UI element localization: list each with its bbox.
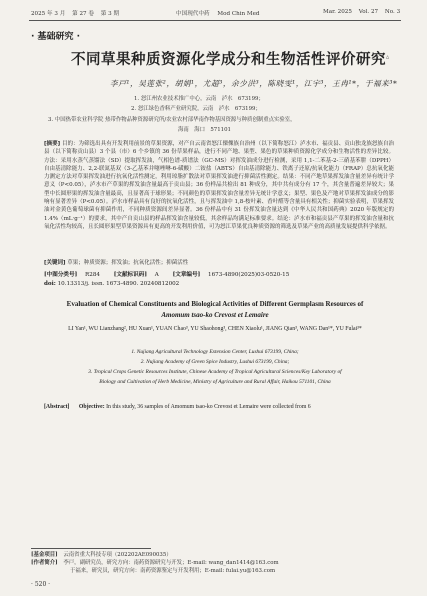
- header-date-cn: [31, 9, 119, 17]
- english-abstract-label: [Abstract]: [44, 404, 70, 410]
- author-note-1: [31, 560, 279, 568]
- abstract-cn-label: [摘要]: [44, 141, 61, 147]
- header-no-en: No. 3: [384, 9, 401, 15]
- title-mark: △: [386, 54, 390, 60]
- fund-text: 云南省重大科技专项（202202AE090035）: [63, 552, 172, 558]
- affiliation-2: 2. 怒江绿色香料产业研究院，云南 泸水 673199；: [131, 106, 261, 112]
- header-rule: [29, 20, 401, 21]
- doc-code-value: A: [154, 272, 159, 278]
- article-id-value: 1673-4890(2025)03-0520-15: [208, 272, 290, 278]
- author-note-text-1: 李戸，副研究员，研究方向：南药资源研究与开发；E-mail: wang_dan1414@163.com: [63, 560, 279, 566]
- article-id-label: [文章编号]: [172, 272, 201, 278]
- doi-label: doi:: [44, 281, 56, 287]
- english-abstract: [44, 404, 311, 410]
- english-abstract-text: In this study, 36 samples of Amomum tsao-ko Crevost et Lemaire were collected from 6: [106, 404, 311, 410]
- footnote-rule: [31, 548, 151, 549]
- header-date-en: [323, 9, 400, 15]
- header-month-en: Mar. 2025: [323, 9, 352, 15]
- fund-label: [基金项目]: [31, 552, 58, 558]
- header-issue: 第 3 期: [100, 11, 120, 17]
- header-vol-en: Vol. 27: [358, 9, 379, 15]
- affiliation-3: 3. 中国热带农业科学院 热带作物品种资源研究所/农业农村部华南作物基因资源与种质创制重点实验室，: [48, 117, 296, 123]
- english-title: Evaluation of Chemical Constituents and Biological Activities of Different Germplasm Resources of: [66, 300, 364, 308]
- abstract-cn: [44, 140, 394, 258]
- author-note-2: 于福来，研究员，研究方向：南药资源鉴定与开发利用；E-mail: fulai.yu@163.com: [70, 568, 276, 574]
- fund-note: [31, 552, 172, 560]
- english-affiliation-1: 1. Nujiang Agricultural Technology Extension Center, Lushui 673199, China;: [131, 349, 299, 355]
- abstract-cn-text: 目的：为筛选出具有开发利用前景的草果资源，对产自云南省怒江傈僳族自治州（以下简称怒江）泸水市、福贡县、贡山独龙族怒族自治县（以下简称贡山县）3 个县（市）6 个乡镇的 36 份草果样品，进行不同产地、果型、果色的草果种质资源化学成分和生物活性的差异比较。方法：采用水蒸气蒸馏法（SD）提取挥发油，气相色谱-质谱法（GC-MS）对挥发油成分进行检测，采用 1,1-二苯基-2-三硝基苯肼（DPPH）自由基清除能力、2,2-联氮基双（3-乙基苯并噻唑啉-6-磺酸）二铵盐（ABTS）自由基清除能力、铁离子还原/抗氧化能力（FRAP）总抗氧化能力测定方法对草果挥发油进行抗氧化活性测定，利用琼脂扩散法对草果挥发油进行抑菌活性测定。结果：不同产地草果挥发油含量差异有统计学意义（P<0.05），泸水市产草果的挥发油含量最高于贡山县；36 份样品共检出 81 种成分，其中共有成分有 17 个，其含量普遍差异较大；果型中长圆形果的挥发油含量最高，且显著高于球形果；不同颜色的草果挥发油含量差异无统计学意义；果型、果色及产地对草果挥发油成分的影响有显著差异（P<0.05）。泸水市样品具有良好的抗氧化活性，且与挥发油中 1,8-桉叶素、香叶醛等含量具有相关性；抑菌实验表明，草果挥发油对金黄色葡萄球菌有抑菌作用，不同种质资源间差异显著。36 份样品中有 31 份挥发油含量达到《中华人民共和国药典》2020 年版规定的 1.4%（mL·g⁻¹）的要求，其中产自贡山县的样品挥发油含量较低，其余样品均满足标准要求。结论：泸水市和福贡县产草果的挥发油含量和抗氧化活性均较高，且长圆形果型草果资源具有更高的开发利用价值，可为怒江草果优良种质资源的筛选及草果产业的高质量发展提供科学依据。: [44, 141, 394, 230]
- doi-row: [44, 281, 179, 287]
- doc-code-label: [文献标识码]: [113, 272, 147, 278]
- english-affiliation-2: 2. Nujiang Academy of Green Spice Industry, Lushui 673199, China;: [140, 359, 290, 365]
- author-note-label: [作者简介]: [31, 560, 58, 566]
- english-abstract-objective: Objective:: [78, 404, 105, 410]
- english-affiliation-4: Biology and Cultivation of Herb Medicine, Ministry of Agriculture and Rural Affair, Haikou 571101, China: [99, 379, 331, 385]
- keywords-cn: [44, 259, 394, 267]
- header-journal-cn: 中国现代中药: [176, 11, 210, 17]
- classification-row: [44, 270, 289, 278]
- affiliation-1: 1. 怒江州农业技术推广中心，云南 泸水 673199；: [134, 96, 264, 102]
- english-affiliation-3: 3. Tropical Crops Genetic Resources Institute, Chinese Academy of Tropical Agricultural Sciences/Key Laboratory of: [88, 369, 342, 375]
- section-label: · 基础研究 ·: [31, 32, 81, 42]
- header-date: 2025 年 3 月: [31, 11, 66, 17]
- clc-value: R284: [85, 272, 100, 278]
- keywords-text: 草果；种质资源；挥发油；抗氧化活性；抑菌活性: [67, 260, 189, 266]
- header-journal-en: Mod Chin Med: [217, 11, 260, 17]
- page-number: · 520 ·: [31, 581, 51, 588]
- english-authors: LI Yan¹, WU Lianzhang², HU Xuan¹, YUAN Chao³, YU Shaohong³, CHEN Xiaolu¹, JIANG Qian³, WANG Dan¹*, YU Fulai³*: [68, 326, 362, 332]
- paper-title-text: 不同草果种质资源化学成分和生物活性评价研究: [71, 51, 386, 68]
- english-title-species: Amomum tsao-ko Crevost et Lemaire: [161, 311, 269, 319]
- paper-title: [71, 48, 390, 69]
- header-volume: 第 27 卷: [72, 11, 94, 17]
- doi-value[interactable]: 10.13313/j. issn. 1673-4890. 20240812002: [57, 281, 180, 287]
- author-list: 李戸¹，吴莲张²，胡娟¹，尤超³，余少洪³，陈晓雯¹，江宇³，王冉¹*，于福来³*: [110, 79, 398, 88]
- keywords-label: [关键词]: [44, 260, 66, 266]
- header-journal: [176, 9, 260, 17]
- affiliation-4: 海南 海口 571101: [178, 127, 231, 133]
- clc-label: [中图分类号]: [44, 272, 78, 278]
